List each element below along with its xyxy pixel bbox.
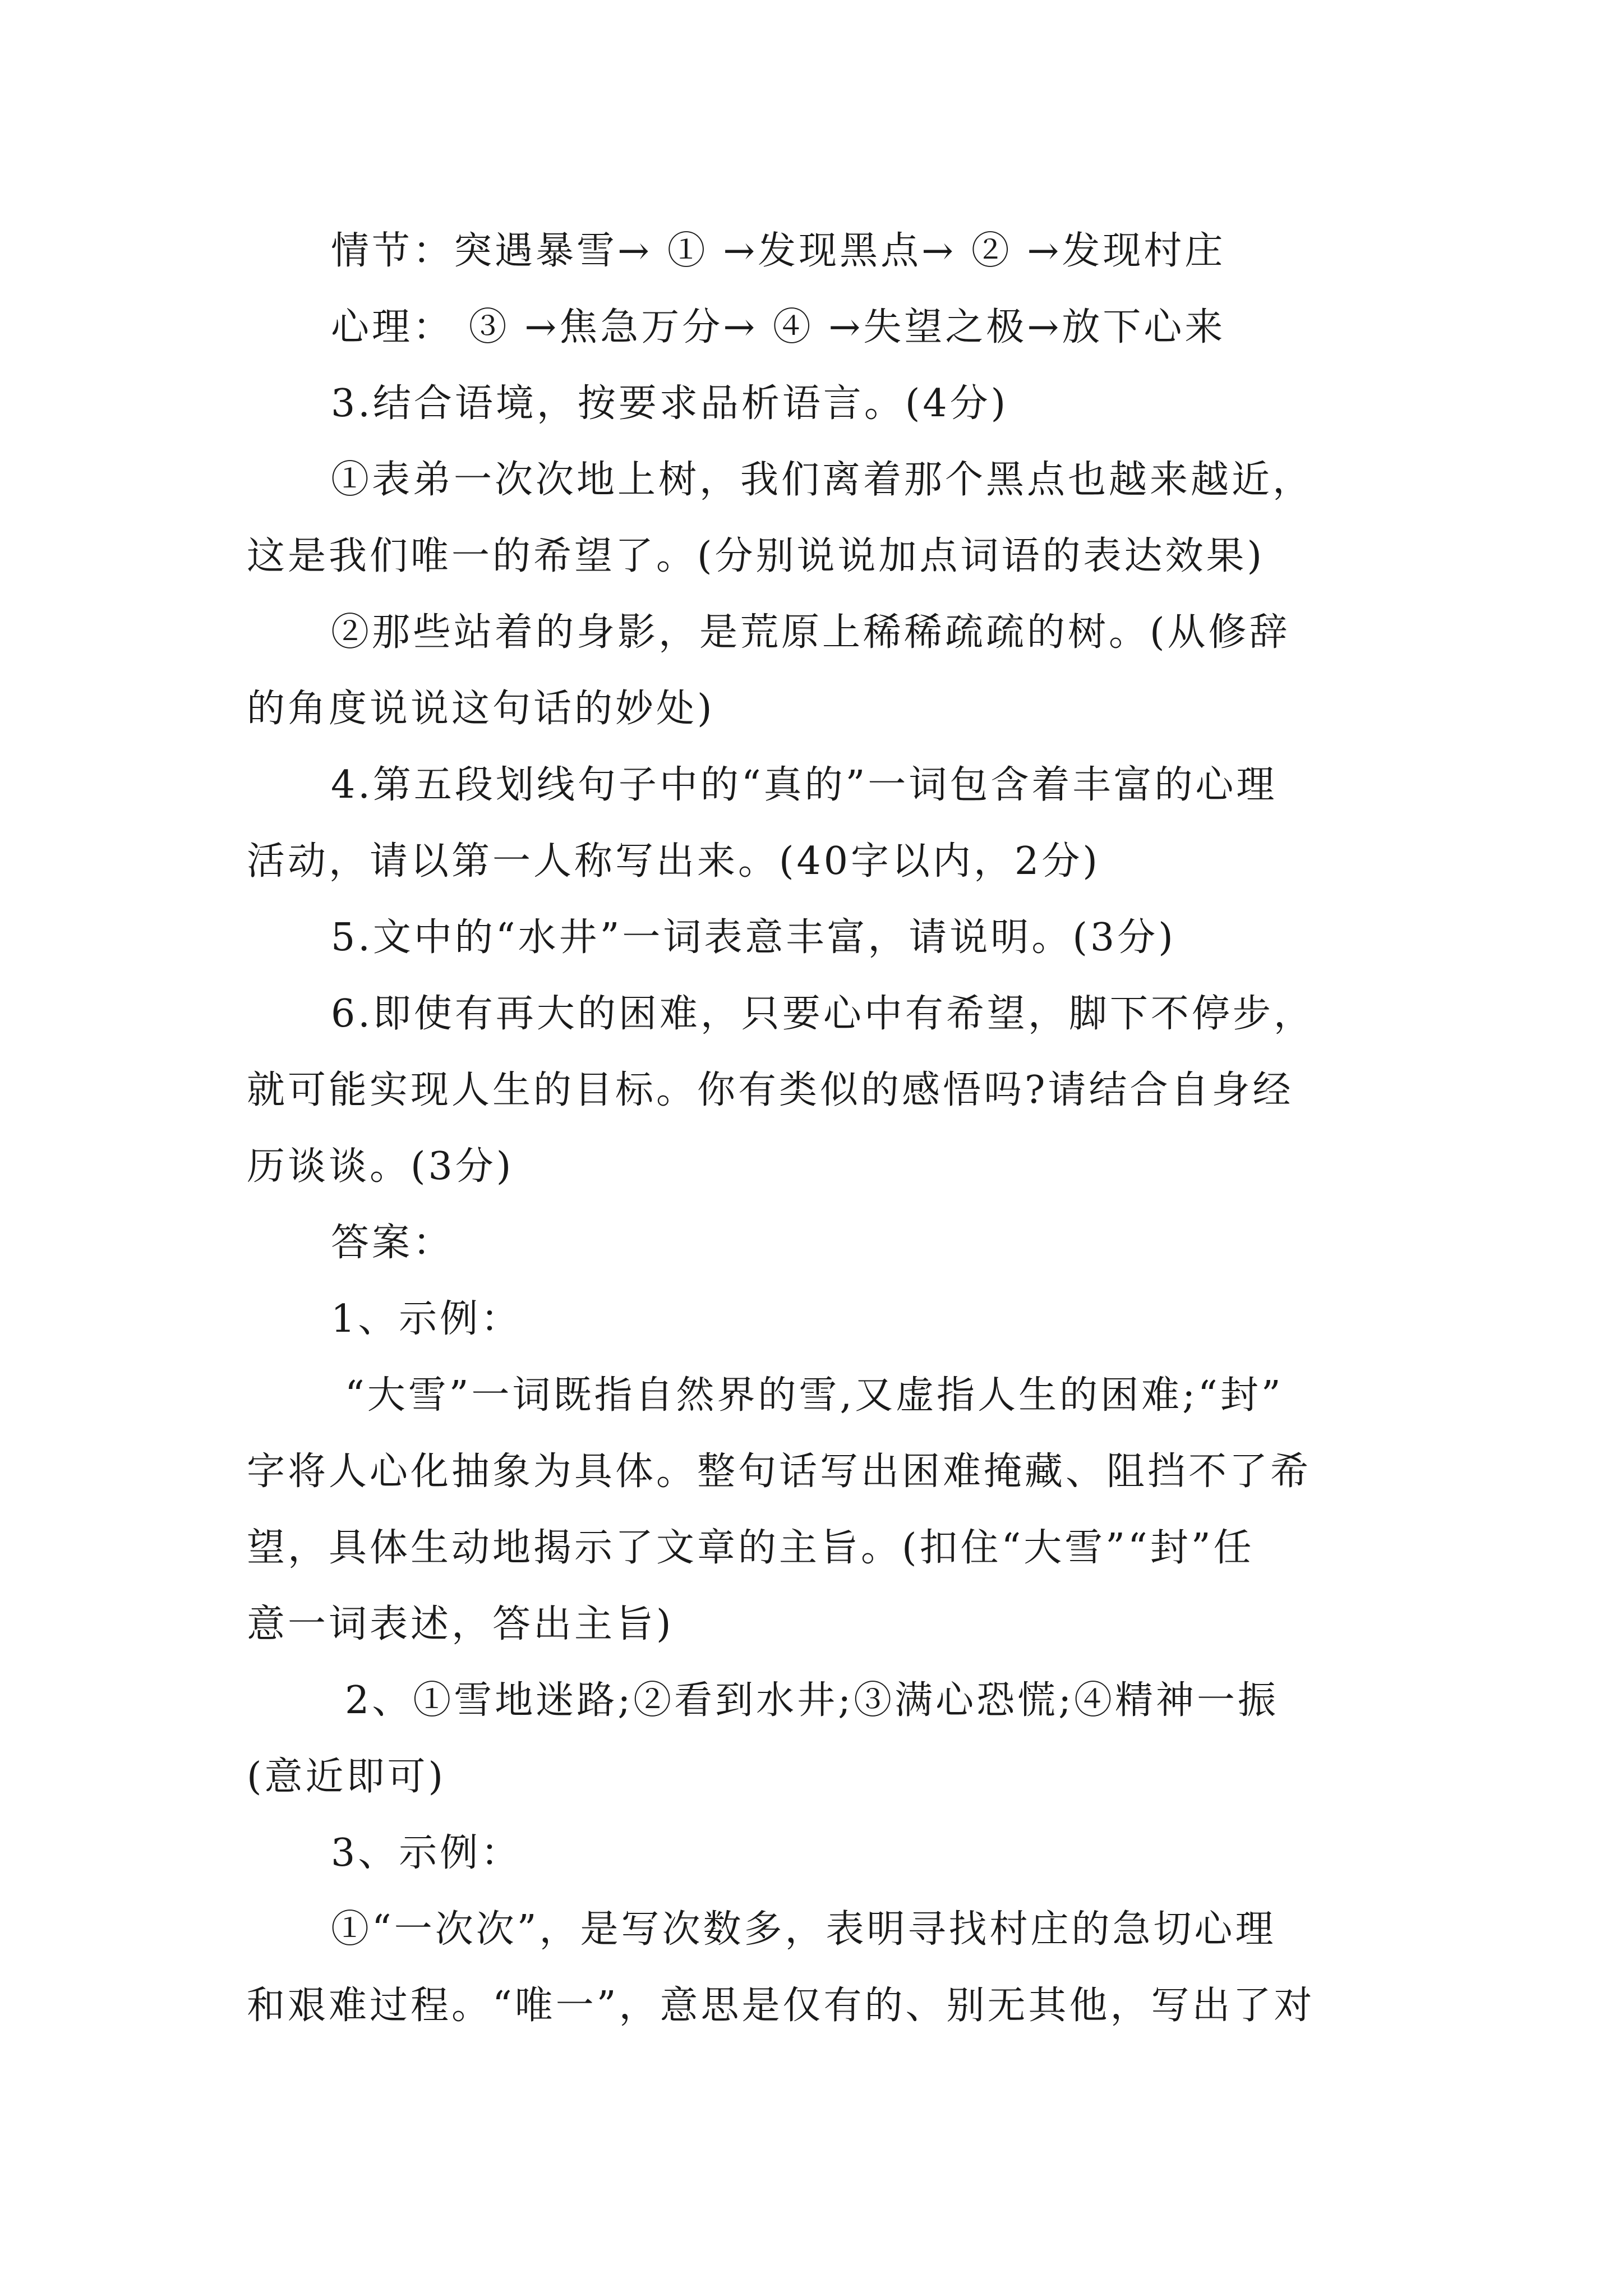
answer-1-text-cont-2: 望，具体生动地揭示了文章的主旨。(扣住“大雪”“封”任 <box>247 1526 1255 1570</box>
question-3-heading: 3.结合语境，按要求品析语言。(4分) <box>331 381 1009 426</box>
question-6-cont: 就可能实现人生的目标。你有类似的感悟吗?请结合自身经 <box>247 1068 1294 1112</box>
question-3-item-1: ①表弟一次次地上树，我们离着那个黑点也越来越近， <box>331 458 1314 502</box>
question-3-item-2: ②那些站着的身影，是荒原上稀稀疏疏的树。(从修辞 <box>331 610 1290 655</box>
answer-1-label: 1、示例： <box>331 1297 522 1341</box>
question-4: 4.第五段划线句子中的“真的”一词包含着丰富的心理 <box>331 763 1278 807</box>
question-6: 6.即使有再大的困难，只要心中有希望，脚下不停步， <box>331 992 1315 1036</box>
question-5: 5.文中的“水井”一词表意丰富，请说明。(3分) <box>331 915 1176 960</box>
answer-1-text-cont: 字将人心化抽象为具体。整句话写出困难掩藏、阻挡不了希 <box>247 1450 1312 1494</box>
question-3-item-1-cont: 这是我们唯一的希望了。(分别说说加点词语的表达效果) <box>247 534 1265 578</box>
question-4-cont: 活动，请以第一人称写出来。(40字以内，2分) <box>247 839 1100 884</box>
answer-2-text: 2、①雪地迷路;②看到水井;③满心恐慌;④精神一振 <box>345 1678 1279 1723</box>
answer-3-label: 3、示例： <box>331 1831 522 1875</box>
psychology-sequence-line: 心理： ③ →焦急万分→ ④ →失望之极→放下心来 <box>331 305 1226 349</box>
answer-3-text: ①“一次次”，是写次数多，表明寻找村庄的急切心理 <box>331 1907 1276 1952</box>
answer-1-text-cont-3: 意一词表述，答出主旨) <box>247 1602 674 1646</box>
answer-2-text-cont: (意近即可) <box>247 1755 446 1799</box>
answer-3-text-cont: 和艰难过程。“唯一”，意思是仅有的、别无其他，写出了对 <box>247 1984 1315 2028</box>
plot-sequence-line: 情节：突遇暴雪→ ① →发现黑点→ ② →发现村庄 <box>331 229 1226 273</box>
answer-1-text: “大雪”一词既指自然界的雪,又虚指人生的困难;“封” <box>345 1373 1284 1418</box>
question-6-cont-2: 历谈谈。(3分) <box>247 1144 514 1189</box>
question-3-item-2-cont: 的角度说说这句话的妙处) <box>247 687 715 731</box>
answers-heading: 答案： <box>331 1221 454 1265</box>
document-body <box>247 213 1385 2044</box>
